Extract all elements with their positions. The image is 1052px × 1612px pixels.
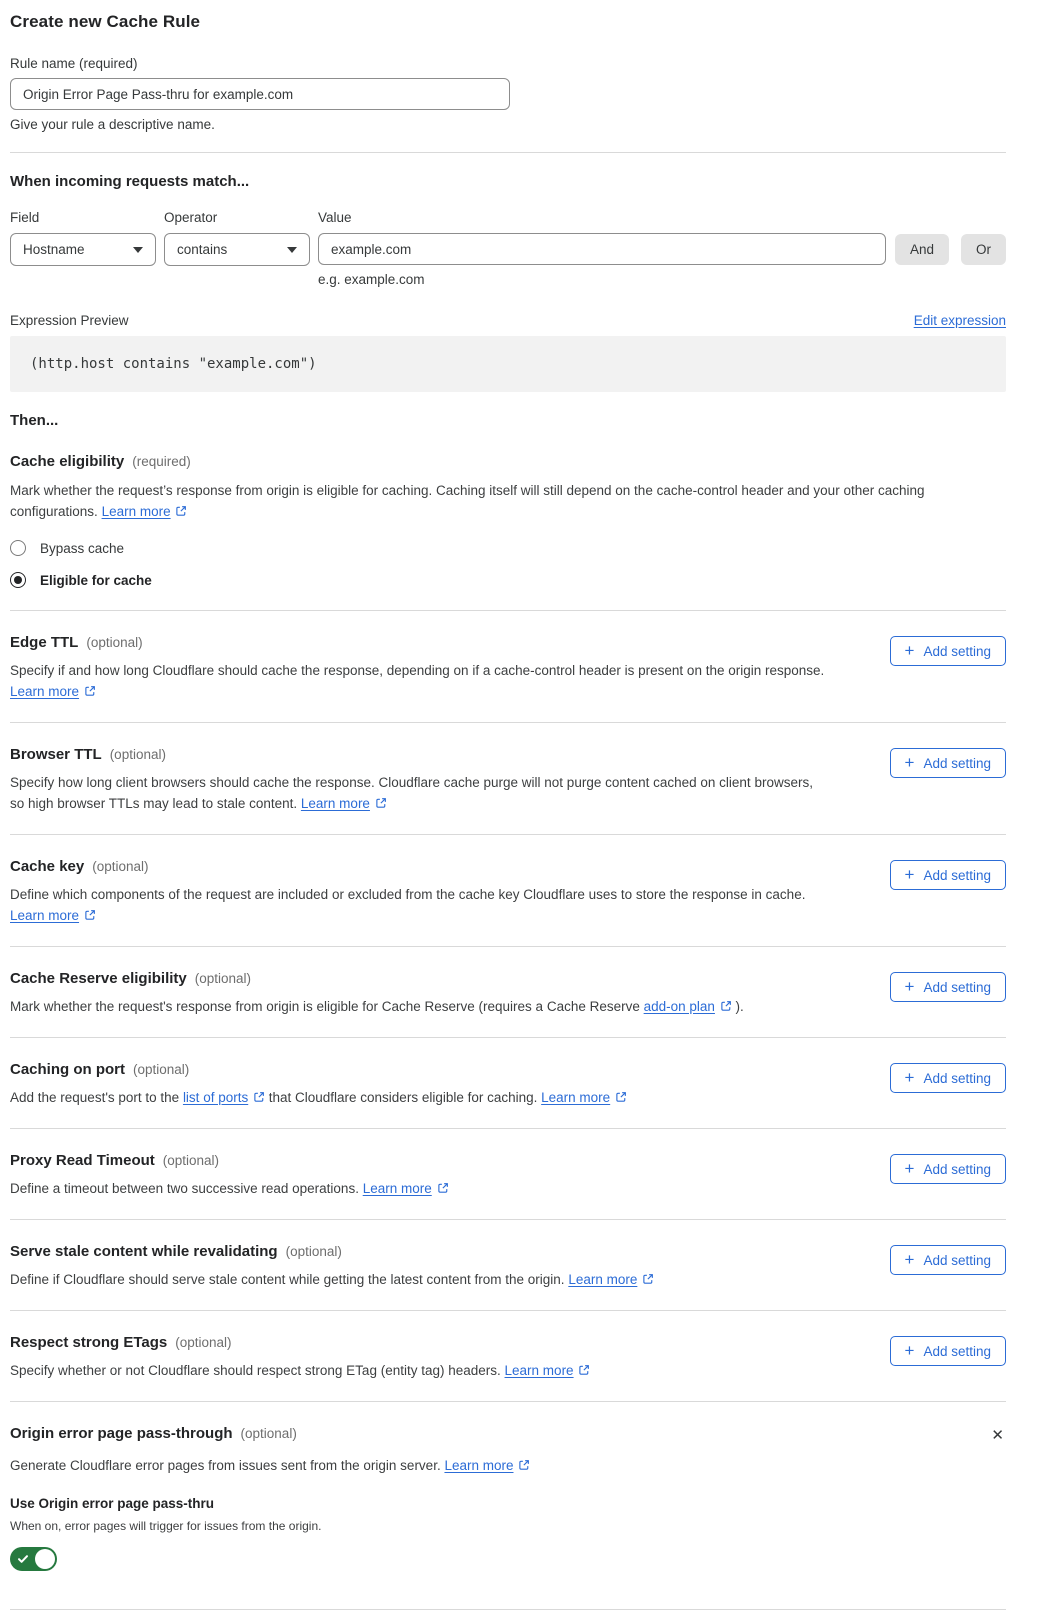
external-link-icon — [375, 797, 387, 809]
inline-link[interactable]: Learn more — [10, 684, 80, 699]
add-setting-label: Add setting — [923, 1070, 991, 1086]
add-setting-button[interactable] — [890, 1245, 1006, 1275]
cache-eligibility-description: Mark whether the request’s response from origin is eligible for caching. Caching itself will still depend on the cache-control header and your other caching configurations. Learn more — [10, 483, 925, 519]
setting-tag: (optional) — [86, 635, 143, 650]
setting-title: Proxy Read Timeout — [10, 1152, 155, 1169]
plus-icon: + — [904, 1067, 915, 1087]
add-setting-button[interactable] — [890, 860, 1006, 890]
setting-tag: (optional) — [194, 971, 252, 986]
add-setting-button[interactable] — [890, 1336, 1006, 1366]
or-button[interactable]: Or — [961, 234, 1006, 265]
field-select[interactable] — [10, 233, 156, 266]
expression-code: (http.host contains "example.com") — [10, 336, 1006, 392]
setting-section — [10, 946, 1006, 1037]
inline-link[interactable]: Learn more — [101, 504, 171, 519]
operator-select[interactable] — [164, 233, 310, 266]
and-or-group — [895, 210, 1006, 265]
close-icon[interactable]: ✕ — [991, 1427, 1004, 1444]
external-link-icon — [84, 685, 96, 697]
add-setting-button[interactable] — [890, 636, 1006, 666]
setting-section — [10, 1219, 1006, 1310]
setting-title: Cache Reserve eligibility — [10, 970, 187, 987]
cache-eligibility-title: Cache eligibility — [10, 453, 125, 470]
external-link-icon — [642, 1273, 654, 1285]
external-link-icon — [615, 1091, 627, 1103]
add-setting-label: Add setting — [923, 643, 991, 659]
add-setting-label: Add setting — [923, 1252, 991, 1268]
plus-icon: + — [904, 752, 915, 772]
setting-section — [10, 722, 1006, 834]
settings-list — [10, 610, 1006, 1401]
setting-section — [10, 1128, 1006, 1219]
plus-icon: + — [904, 1158, 915, 1178]
inline-link[interactable]: Learn more — [568, 1272, 638, 1287]
toggle-knob — [35, 1549, 55, 1569]
page-title: Create new Cache Rule — [10, 12, 201, 31]
setting-description: Define if Cloudflare should serve stale content while getting the latest content from the origin. Learn more — [10, 1269, 825, 1290]
add-setting-button[interactable] — [890, 1154, 1006, 1184]
inline-link[interactable]: Learn more — [541, 1090, 611, 1105]
origin-error-toggle-label: Use Origin error page pass-thru — [10, 1496, 215, 1511]
setting-description: Define a timeout between two successive read operations. Learn more — [10, 1178, 825, 1199]
radio-label: Bypass cache — [40, 540, 125, 556]
plus-icon: + — [904, 1249, 915, 1269]
inline-link[interactable]: Learn more — [504, 1363, 574, 1378]
setting-section — [10, 610, 1006, 722]
external-link-icon — [84, 909, 96, 921]
setting-tag: (optional) — [162, 1153, 220, 1168]
inline-link[interactable]: add-on plan — [643, 999, 715, 1014]
plus-icon: + — [904, 1340, 915, 1360]
radio-bypass-cache[interactable] — [10, 540, 1006, 556]
rule-name-help: Give your rule a descriptive name. — [10, 117, 215, 132]
setting-title: Serve stale content while revalidating — [10, 1243, 278, 1260]
operator-select-value: contains — [177, 242, 228, 257]
add-setting-label: Add setting — [923, 755, 991, 771]
setting-tag: (optional) — [109, 747, 166, 762]
required-tag: (required) — [132, 454, 191, 469]
plus-icon: + — [904, 864, 915, 884]
setting-title: Respect strong ETags — [10, 1334, 168, 1351]
inline-link[interactable]: Learn more — [300, 796, 370, 811]
optional-tag: (optional) — [240, 1426, 297, 1441]
inline-link[interactable]: Learn more — [10, 908, 80, 923]
match-heading: When incoming requests match... — [10, 173, 250, 190]
chevron-down-icon — [133, 247, 143, 253]
origin-error-section — [10, 1401, 1006, 1589]
then-heading: Then... — [10, 412, 59, 429]
setting-description: Mark whether the request's response from origin is eligible for Cache Reserve (requires a Cache Reserve add-on plan ). — [10, 999, 744, 1014]
create-cache-rule-form — [10, 0, 1006, 1610]
operator-label: Operator — [164, 210, 218, 225]
add-setting-label: Add setting — [923, 979, 991, 995]
setting-description: Specify whether or not Cloudflare should respect strong ETag (entity tag) headers. Learn more — [10, 1360, 825, 1381]
setting-title: Browser TTL — [10, 746, 102, 763]
origin-error-title: Origin error page pass-through — [10, 1425, 233, 1442]
value-help: e.g. example.com — [318, 272, 425, 287]
radio-icon — [10, 572, 26, 588]
add-setting-button[interactable] — [890, 748, 1006, 778]
setting-title: Edge TTL — [10, 634, 79, 651]
field-column — [10, 210, 156, 266]
setting-tag: (optional) — [175, 1335, 232, 1350]
rule-name-input[interactable] — [10, 78, 510, 110]
setting-tag: (optional) — [92, 859, 149, 874]
check-icon — [17, 1553, 29, 1565]
external-link-icon — [253, 1091, 265, 1103]
external-link-icon — [578, 1364, 590, 1376]
setting-description: Specify how long client browsers should cache the response. Cloudflare cache purge will not purge content cached on client browsers, so high browser TTLs may lead to stale content. Learn more — [10, 775, 813, 811]
setting-title: Cache key — [10, 858, 85, 875]
rule-name-label: Rule name (required) — [10, 56, 138, 71]
setting-description: Define which components of the request are included or excluded from the cache key Cloudflare uses to store the response in cache. Learn more — [10, 887, 806, 923]
setting-section — [10, 1310, 1006, 1401]
setting-section — [10, 1037, 1006, 1128]
add-setting-label: Add setting — [923, 1343, 991, 1359]
expression-preview-label: Expression Preview — [10, 313, 129, 328]
setting-section — [10, 834, 1006, 946]
match-row — [10, 210, 1006, 287]
and-button[interactable]: And — [895, 234, 949, 265]
plus-icon: + — [904, 976, 915, 996]
add-setting-button[interactable] — [890, 1063, 1006, 1093]
external-link-icon — [720, 1000, 732, 1012]
external-link-icon — [175, 505, 187, 517]
chevron-down-icon — [287, 247, 297, 253]
plus-icon: + — [904, 640, 915, 660]
operator-column — [164, 210, 310, 266]
inline-link[interactable]: list of ports — [182, 1090, 249, 1105]
origin-error-toggle[interactable] — [10, 1547, 57, 1571]
origin-error-description: Generate Cloudflare error pages from issues sent from the origin server. Learn more — [10, 1455, 995, 1476]
value-input[interactable] — [318, 233, 886, 265]
inline-link[interactable]: Learn more — [362, 1181, 432, 1196]
radio-label: Eligible for cache — [40, 572, 152, 588]
setting-tag: (optional) — [133, 1062, 190, 1077]
setting-description: Specify if and how long Cloudflare should cache the response, depending on if a cache-control header is present on the origin response. Learn more — [10, 663, 825, 699]
field-label: Field — [10, 210, 40, 225]
add-setting-label: Add setting — [923, 867, 991, 883]
add-setting-label: Add setting — [923, 1161, 991, 1177]
radio-icon — [10, 540, 26, 556]
value-column — [318, 210, 886, 287]
edit-expression-link[interactable]: Edit expression — [913, 313, 1006, 328]
setting-tag: (optional) — [285, 1244, 342, 1259]
inline-link[interactable]: Learn more — [444, 1458, 514, 1473]
expression-preview-row — [10, 313, 1006, 328]
cache-eligibility-section — [10, 453, 1006, 588]
setting-description: Add the request's port to the list of ports that Cloudflare considers eligible for caching. Learn more — [10, 1087, 825, 1108]
setting-title: Caching on port — [10, 1061, 125, 1078]
origin-error-toggle-help: When on, error pages will trigger for issues from the origin. — [10, 1519, 322, 1533]
field-select-value: Hostname — [23, 242, 85, 257]
divider — [10, 1609, 1006, 1610]
radio-eligible-for-cache[interactable] — [10, 572, 1006, 588]
value-label: Value — [318, 210, 352, 225]
divider — [10, 152, 1006, 153]
external-link-icon — [518, 1459, 530, 1471]
add-setting-button[interactable] — [890, 972, 1006, 1002]
external-link-icon — [437, 1182, 449, 1194]
